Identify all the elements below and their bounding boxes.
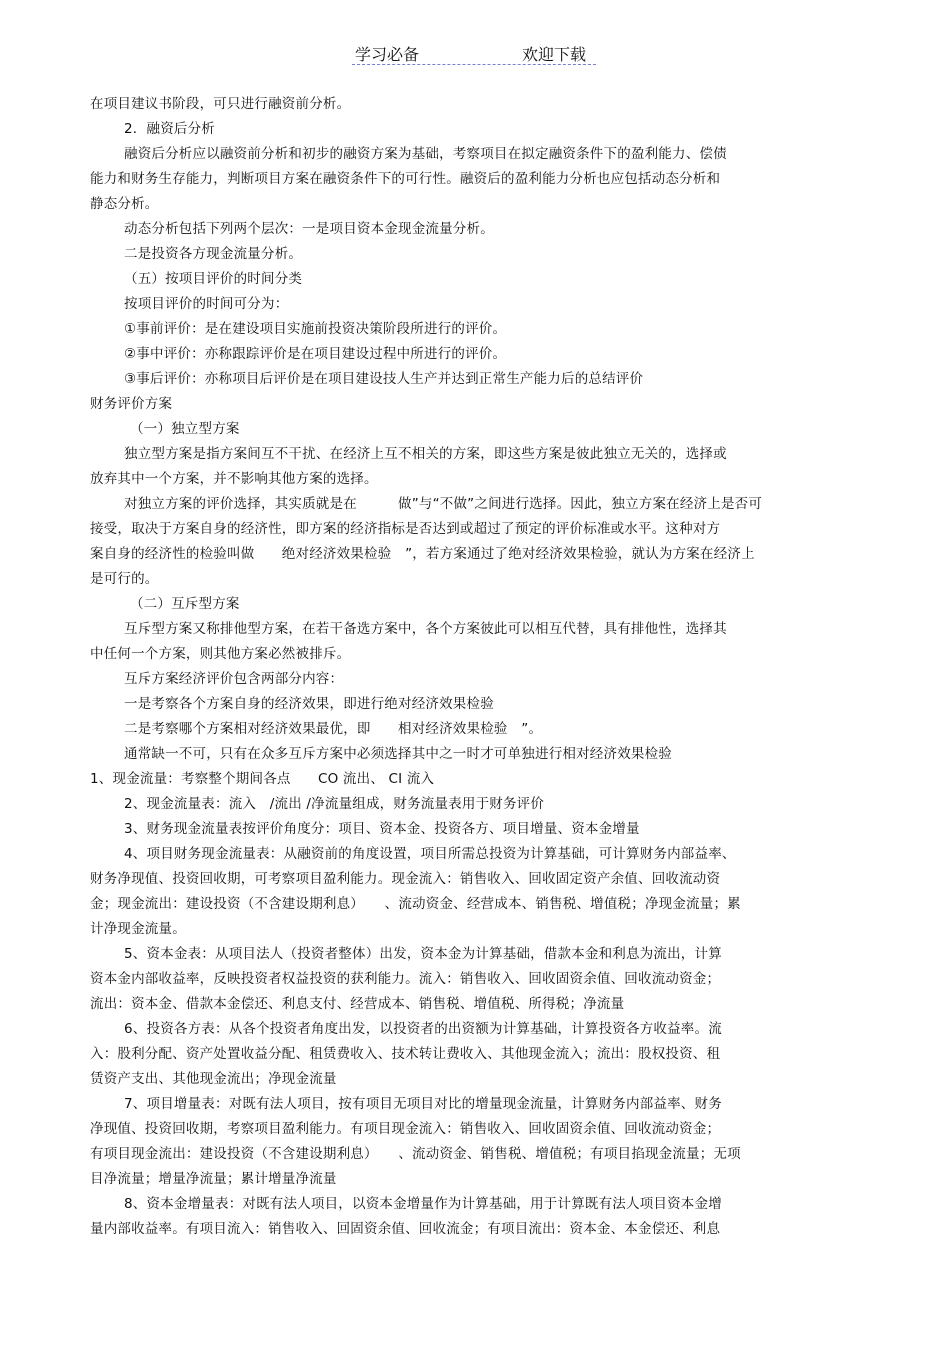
text-line: 独立型方案是指方案间互不干扰、在经济上互不相关的方案，即这些方案是彼此独立无关的，选择或 (124, 446, 727, 462)
text-line: 净现值、投资回收期，考察项目盈利能力。有项目现金流入：销售收入、回收固资余值、回收流动资金； (90, 1121, 721, 1137)
section-heading: （二）互斥型方案 (130, 596, 240, 612)
list-item: 2、现金流量表：流入 /流出 /净流量组成，财务流量表用于财务评价 (124, 796, 545, 812)
list-item: 8、资本金增量表：对既有法人项目，以资本金增量作为计算基础，用于计算既有法人项目资本金增 (124, 1196, 722, 1212)
text-line: 是可行的。 (90, 571, 159, 587)
text-line: 目净流量；增量净流量；累计增量净流量 (90, 1171, 337, 1187)
text-line: 量内部收益率。有项目流入：销售收入、回固资余值、回收流金；有项目流出：资本金、本金偿还、利息 (90, 1221, 721, 1237)
section-heading: （一）独立型方案 (130, 421, 240, 437)
text-line: 中任何一个方案，则其他方案必然被排斥。 (90, 646, 351, 662)
text-line: 流出：资本金、借款本金偿还、利息支付、经营成本、销售税、增值税、所得税；净流量 (90, 996, 625, 1012)
text-line: 有项目现金流出：建设投资（不含建设期利息） 、流动资金、销售税、增值税；有项目掐现金流量；无项 (90, 1146, 741, 1162)
text-line: 互斥型方案又称排他型方案，在若干备选方案中，各个方案彼此可以相互代替，具有排他性，选择其 (124, 621, 727, 637)
header-right-text: 欢迎下载 (522, 45, 587, 64)
list-item: 7、项目增量表：对既有法人项目，按有项目无项目对比的增量现金流量，计算财务内部益率、财务 (124, 1096, 722, 1112)
list-item: 1、现金流量：考察整个期间各点 CO 流出、 CI 流入 (90, 771, 435, 787)
list-item: 5、资本金表：从项目法人（投资者整体）出发，资本金为计算基础，借款本金和利息为流出，计算 (124, 946, 722, 962)
text-line: 互斥方案经济评价包含两部分内容： (124, 671, 344, 687)
text-line: ③事后评价：亦称项目后评价是在项目建设技人生产并达到正常生产能力后的总结评价 (124, 371, 644, 387)
text-line: 案自身的经济性的检验叫做 绝对经济效果检验 ”，若方案通过了绝对经济效果检验，就认为方案在经济上 (90, 546, 755, 562)
text-line: 财务净现值、投资回收期，可考察项目盈利能力。现金流入：销售收入、回收固定资产余值、回收流动资 (90, 871, 721, 887)
text-line: 能力和财务生存能力，判断项目方案在融资条件下的可行性。融资后的盈利能力分析也应包括动态分析和 (90, 171, 721, 187)
text-line: 放弃其中一个方案，并不影响其他方案的选择。 (90, 471, 378, 487)
header-left-text: 学习必备 (355, 45, 420, 64)
text-line: 二是考察哪个方案相对经济效果最优，即 相对经济效果检验 ”。 (124, 721, 543, 737)
text-line: 金；现金流出：建设投资（不含建设期利息） 、流动资金、经营成本、销售税、增值税；净现金流量；累 (90, 896, 741, 912)
text-line: 一是考察各个方案自身的经济效果，即进行绝对经济效果检验 (124, 696, 494, 712)
text-line: 对独立方案的评价选择，其实质就是在 做”与“不做”之间进行选择。因此，独立方案在经济上是否可 (124, 496, 763, 512)
text-line: ②事中评价：亦称跟踪评价是在项目建设过程中所进行的评价。 (124, 346, 507, 362)
text-line: 二是投资各方现金流量分析。 (124, 246, 303, 262)
text-line: 赁资产支出、其他现金流出；净现金流量 (90, 1071, 337, 1087)
section-heading: 2．融资后分析 (124, 121, 215, 137)
text-line: 入：股利分配、资产处置收益分配、租赁费收入、技术转让费收入、其他现金流入；流出：股权投资、租 (90, 1046, 721, 1062)
text-line: 在项目建议书阶段，可只进行融资前分析。 (90, 96, 351, 112)
section-heading: 财务评价方案 (90, 396, 173, 412)
text-line: 计净现金流量。 (90, 921, 186, 937)
text-line: ①事前评价：是在建设项目实施前投资决策阶段所进行的评价。 (124, 321, 507, 337)
text-line: 接受，取决于方案自身的经济性，即方案的经济指标是否达到或超过了预定的评价标准或水平。这种对方 (90, 521, 721, 537)
list-item: 4、项目财务现金流量表：从融资前的角度设置，项目所需总投资为计算基础，可计算财务内部益率、 (124, 846, 736, 862)
text-line: 通常缺一不可，只有在众多互斥方案中必须选择其中之一时才可单独进行相对经济效果检验 (124, 746, 672, 762)
text-line: 静态分析。 (90, 196, 159, 212)
text-line: 动态分析包括下列两个层次：一是项目资本金现金流量分析。 (124, 221, 494, 237)
list-item: 3、财务现金流量表按评价角度分：项目、资本金、投资各方、项目增量、资本金增量 (124, 821, 640, 837)
text-line: 按项目评价的时间可分为： (124, 296, 289, 312)
text-line: 资本金内部收益率，反映投资者权益投资的获利能力。流入：销售收入、回收固资余值、回收流动资金； (90, 971, 721, 987)
list-item: 6、投资各方表：从各个投资者角度出发，以投资者的出资额为计算基础，计算投资各方收益率。流 (124, 1021, 722, 1037)
text-line: 融资后分析应以融资前分析和初步的融资方案为基础，考察项目在拟定融资条件下的盈利能力、偿债 (124, 146, 727, 162)
section-heading: （五）按项目评价的时间分类 (124, 271, 303, 287)
